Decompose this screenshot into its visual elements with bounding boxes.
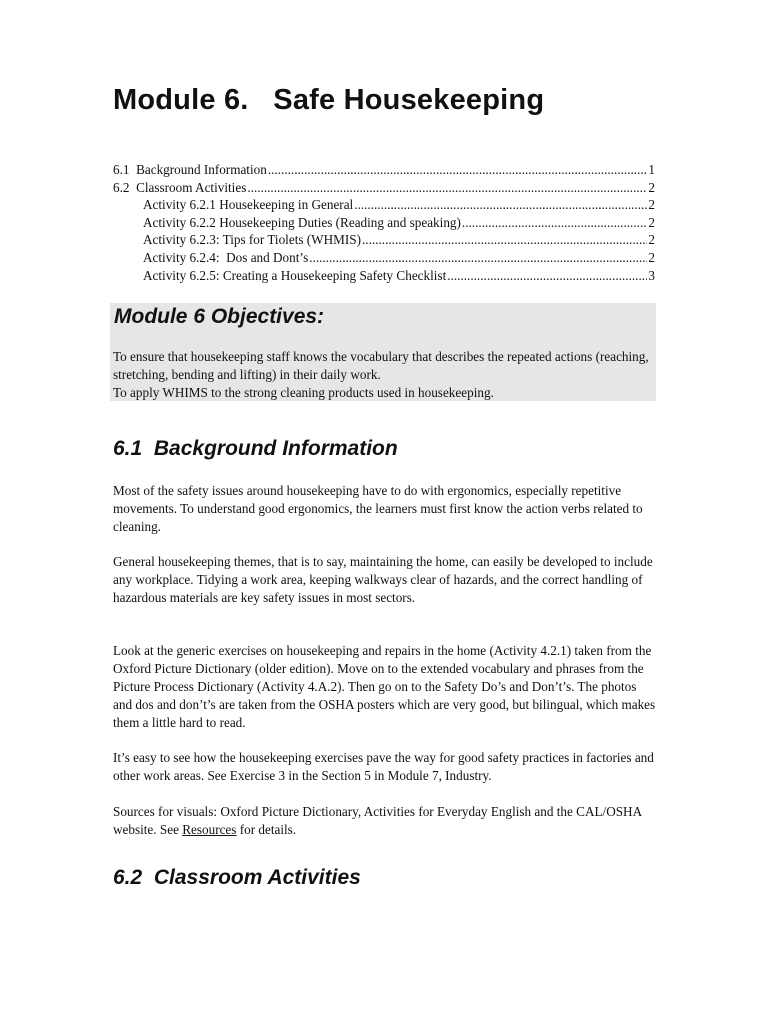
toc-entry-label: Activity 6.2.4: Dos and Dont’s — [143, 249, 309, 265]
toc-entry-page: 2 — [648, 232, 655, 248]
toc-entry[interactable] — [113, 231, 655, 249]
objectives-box — [110, 303, 656, 401]
objectives-heading: Module 6 Objectives: — [114, 305, 325, 328]
paragraph: It’s easy to see how the housekeeping exercises pave the way for good safety practices in factories and other work areas. See Exercise 3 in the Section 5 in Module 7, Industry. — [113, 750, 654, 784]
toc-entry-page: 2 — [648, 214, 655, 230]
toc-entry-page: 2 — [648, 179, 655, 195]
toc-leader — [309, 249, 647, 267]
paragraph: Most of the safety issues around housekeeping have to do with ergonomics, especially repetitive movements. To understand good ergonomics, the learners must first know the action verbs related to cleaning. — [113, 483, 643, 535]
toc-entry[interactable] — [113, 179, 655, 197]
table-of-contents — [113, 161, 655, 284]
toc-leader — [462, 214, 648, 232]
toc-leader — [247, 179, 647, 197]
toc-entry-label: 6.1 Background Information — [113, 162, 267, 177]
toc-entry-page: 1 — [648, 162, 655, 177]
sources-text-end: for details. — [236, 822, 297, 838]
toc-entry-label: Activity 6.2.3: Tips for Tiolets (WHMIS) — [143, 232, 361, 248]
toc-leader — [447, 267, 647, 285]
section-heading-background: 6.1 Background Information — [113, 437, 398, 460]
paragraph: General housekeeping themes, that is to say, maintaining the home, can easily be developed to include any workplace. Tidying a work area, keeping walkways clear of hazards, and the correct handling of hazardous materials are key safety issues in most sectors. — [113, 554, 653, 606]
toc-leader — [268, 161, 648, 179]
toc-entry-label: 6.2 Classroom Activities — [113, 179, 247, 195]
toc-entry[interactable] — [113, 196, 655, 214]
objectives-text — [113, 348, 653, 403]
toc-entry[interactable] — [113, 161, 655, 179]
toc-entry-page: 2 — [648, 197, 655, 213]
toc-leader — [354, 196, 647, 214]
toc-entry-page: 2 — [648, 249, 655, 265]
toc-entry-label: Activity 6.2.1 Housekeeping in General — [143, 197, 354, 213]
page-title: Module 6. Safe Housekeeping — [113, 84, 545, 116]
paragraph-sources — [113, 803, 658, 839]
objective-item: To ensure that housekeeping staff knows the vocabulary that describes the repeated actions (reaching, stretching, bending and lifting) in their daily work. — [113, 349, 649, 383]
toc-entry[interactable] — [113, 249, 655, 267]
section-heading-classroom: 6.2 Classroom Activities — [113, 866, 361, 889]
objective-item: To apply WHIMS to the strong cleaning products used in housekeeping. — [113, 385, 494, 401]
toc-entry-label: Activity 6.2.2 Housekeeping Duties (Reading and speaking) — [143, 214, 461, 230]
resources-link[interactable]: Resources — [182, 822, 237, 838]
toc-entry-page: 3 — [648, 267, 655, 283]
sources-text: Sources for visuals: Oxford Picture Dictionary, Activities for Everyday English and the CAL/OSHA website. See — [113, 804, 642, 838]
toc-entry[interactable] — [113, 214, 655, 232]
toc-leader — [362, 231, 647, 249]
toc-entry-label: Activity 6.2.5: Creating a Housekeeping Safety Checklist — [143, 267, 447, 283]
paragraph: Look at the generic exercises on housekeeping and repairs in the home (Activity 4.2.1) taken from the Oxford Picture Dictionary (older edition). Move on to the extended vocabulary and phrases from the Picture Process Dictionary (Activity 4.A.2). Then go on to the Safety Do’s and Don’t’s. The photos and dos and don’t’s are taken from the OSHA posters which are very good, but bilingual, which makes them a little hard to read. — [113, 643, 656, 731]
toc-entry[interactable] — [113, 267, 655, 285]
